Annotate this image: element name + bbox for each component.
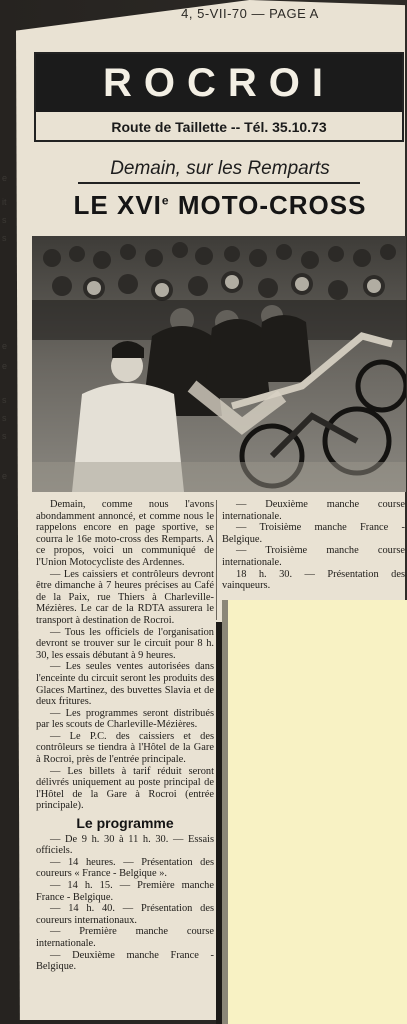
- article-paragraph: — Les caissiers et contrôleurs devront être dimanche à 7 heures précises au Café de la Paix, rue Thiers à Charleville-Mézières. Le car de la RDTA assurera le transport à destination de Rocroi.: [36, 568, 214, 626]
- masthead-subtitle: Route de Taillette -- Tél. 35.10.73: [111, 119, 327, 135]
- article-paragraph: — Les programmes seront distribués par les scouts de Charleville-Mézières.: [36, 707, 214, 731]
- masthead-title: ROCROI: [36, 54, 402, 112]
- crowd-photo-illustration: [32, 236, 406, 492]
- article-paragraph: Demain, comme nous l'avons abondamment annoncé, et comme nous le rappelons encore en page sportive, se courra le 16e moto-cross des Remparts. A ce propos, voici un communiqué de l'Union Motocycliste des Ardennes.: [36, 499, 214, 568]
- margin-fragment: it: [2, 197, 7, 207]
- programme-item: — 14 h. 40. — Présentation des coureurs internationaux.: [36, 903, 214, 926]
- margin-fragment: e: [2, 341, 8, 351]
- programme-item: — Deuxième manche France - Belgique.: [36, 949, 214, 973]
- programme-item: — 14 h. 15. — Première manche France - Belgique.: [36, 880, 214, 903]
- programme-item: — Deuxième manche course internationale.: [222, 499, 405, 522]
- margin-fragment: e: [2, 173, 8, 183]
- headline-prefix: LE XVI: [73, 190, 162, 220]
- programme-item: — 14 heures. — Présentation des coureurs « France - Belgique ».: [36, 856, 214, 880]
- dateline: 4, 5-VII-70 — PAGE A: [181, 6, 319, 21]
- column-divider: [216, 500, 217, 620]
- sticky-note: [228, 600, 407, 1024]
- headline-superscript: e: [161, 193, 170, 208]
- margin-fragment: s: [2, 413, 7, 423]
- article-paragraph: — Les seules ventes autorisées dans l'enceinte du circuit seront les produits des Glaces Martinez, des buvettes Slavia et de deux fritures.: [36, 661, 214, 708]
- article-paragraph: — Le P.C. des caissiers et des contrôleurs se tiendra à l'Hôtel de la Gare à Rocroi, près de l'entrée principale.: [36, 730, 214, 766]
- margin-fragment: s: [2, 431, 7, 441]
- article-kicker: Demain, sur les Remparts: [110, 158, 330, 179]
- programme-item: — De 9 h. 30 à 11 h. 30. — Essais officiels.: [36, 833, 214, 857]
- article-column-left: [36, 499, 214, 973]
- margin-fragment: s: [2, 215, 7, 225]
- margin-fragment: s: [2, 233, 7, 243]
- article-column-right: [222, 499, 405, 592]
- margin-fragment: e: [2, 471, 8, 481]
- programme-item: 18 h. 30. — Présentation des vainqueurs.: [222, 568, 405, 592]
- margin-fragment: e: [2, 361, 8, 371]
- margin-fragment: s: [2, 395, 7, 405]
- masthead: [34, 52, 404, 142]
- programme-item: — Première manche course internationale.: [36, 926, 214, 949]
- crowd-photo: [32, 236, 406, 492]
- programme-heading: Le programme: [76, 815, 174, 832]
- headline-suffix: MOTO-CROSS: [169, 190, 367, 220]
- article-paragraph: — Tous les officiels de l'organisation devront se trouver sur le circuit pour 8 h. 30, les essais débutant à 9 heures.: [36, 626, 214, 661]
- kicker-underline: [78, 182, 360, 184]
- programme-item: — Troisième manche France - Belgique.: [222, 522, 405, 545]
- programme-item: — Troisième manche course internationale.: [222, 545, 405, 568]
- article-headline: [40, 190, 400, 221]
- article-paragraph: — Les billets à tarif réduit seront délivrés uniquement au poste principal de l'Hôtel de la Gare à Rocroi (entrée principale).: [36, 765, 214, 812]
